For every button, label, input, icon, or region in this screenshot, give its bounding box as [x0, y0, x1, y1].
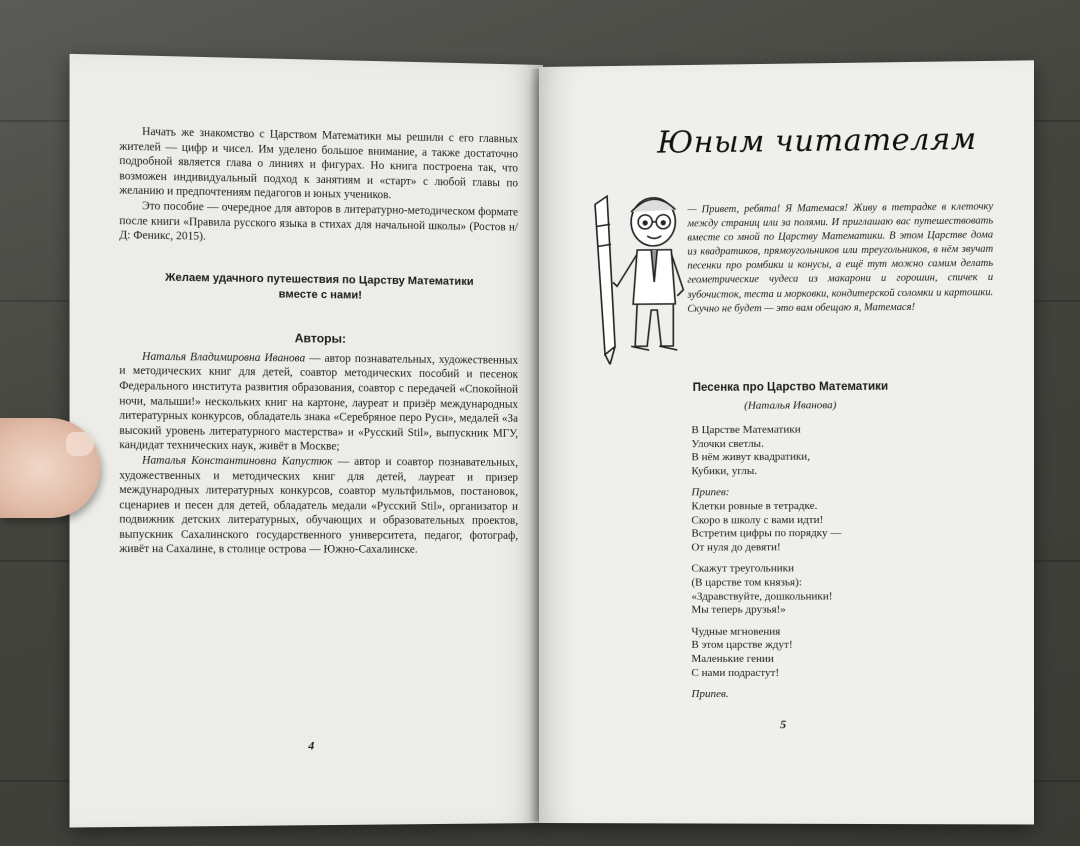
song-verses	[691, 423, 954, 710]
wish-text	[130, 270, 508, 305]
song-stanza	[691, 625, 954, 680]
thumb-nail	[66, 432, 94, 456]
song-line: «Здравствуйте, дошкольники!	[691, 589, 833, 603]
song-stanza	[691, 562, 954, 617]
intro-paragraph-1: Начать же знакомство с Царством Математики мы решили с его главных жителей — цифр и чисел. Им уделено большое внимание, а также достаточно подробной является глава о линиях и фигурах. Но книга построена так, что возможен индивидуальный подход к занятиям и «старт» с любой главы по желанию и предпочтениям педагогов и юных учеников.	[119, 125, 519, 202]
song-line: Скажут треугольники	[691, 562, 794, 575]
right-page	[539, 60, 1034, 824]
intro-text: — Привет, ребята! Я Матемася! Живу в тетрадке в клеточку между страниц или за полями. И приглашаю вас путешествовать вместе со мной по Царству Математики. В этом Царстве дома из квадратиков, прямоугольников или треугольников, в нём звучат песенки про ромбики и конусы, а ещё тут можно самим делать геометрические чудеса из макарони и горошин, спичек и зубочисток, теста и морковки, кондитерской соломки и картошки. Скучно не будет — это вам обещаю я, Матемася!	[687, 201, 994, 315]
song-stanza	[691, 423, 954, 479]
page-number-right: 5	[780, 717, 787, 732]
wish-line-1: Желаем удачного путешествия по Царству Математики	[165, 271, 474, 288]
song-line: От нуля до девяти!	[691, 540, 781, 554]
author-1	[119, 349, 518, 456]
song-author: (Наталья Иванова)	[744, 399, 837, 412]
song-line: Мы теперь друзья!»	[691, 603, 786, 616]
open-book	[68, 55, 1034, 835]
page-title-text: Юным читателям	[657, 121, 977, 161]
song-line: Улочки светлы.	[691, 437, 764, 450]
author-2-name: Наталья Константиновна Капустюк	[142, 454, 333, 468]
author-1-bio: — автор познавательных, художественных и методических книг для детей, соавтор методических пособий и песенок Федерального института развития образования, соавтор с передачей «Спокойной ночи, малыши!» нескольких книг на картоне, лауреат и призёр международных литературных конкурсов, обладатель знака «Серебряное перо Руси», медалей «За высокий уровень литературного мастерства» и «Русский Stil», выпускник МГУ, кандидат технических наук, живёт в Москве;	[119, 352, 519, 453]
page-title	[657, 122, 976, 161]
author-1-name: Наталья Владимировна Иванова	[142, 350, 306, 365]
song-line: В Царстве Математики	[691, 423, 801, 437]
wish-line-2: вместе с нами!	[278, 288, 362, 302]
song-line: В этом царстве ждут!	[691, 639, 793, 652]
intro-paragraph-2: Это пособие — очередное для авторов в литературно-методическом формате после книги «Правила русского языка в стихах для начальной школы» (Ростов н/Д: Феникс, 2015).	[119, 200, 519, 243]
left-page	[70, 54, 543, 828]
song-line: Припев.	[691, 688, 729, 701]
song-line: Чудные мгновения	[691, 625, 781, 638]
song-line: В нём живут квадратики,	[691, 450, 811, 464]
song-line: Кубики, углы.	[691, 464, 758, 478]
song-line: Клетки ровные в тетрадке.	[691, 499, 818, 513]
song-line: Скоро в школу с вами идти!	[691, 513, 824, 527]
song-line: Встретим цифры по порядку —	[691, 527, 842, 540]
left-page-content	[119, 124, 518, 558]
author-2	[119, 453, 518, 558]
song-line: Маленькие гении	[691, 652, 774, 665]
matemasya-illustration	[579, 185, 697, 364]
song-stanza	[691, 688, 954, 702]
authors-heading: Авторы:	[294, 330, 347, 346]
author-2-bio: — автор и соавтор познавательных, художественных и методических книг для детей, лауреат и призер международных литературных конкурсов, соавтор мультфильмов, постановок, сценариев и песен для детей, обладатель медали «Русский Stil», организатор и подвижник детских литературных, обучающих и образовательных проектов, выпускник Сахалинского государственного университета, педагог, фотограф, живёт на Сахалине, в столице острова — Южно-Сахалинске.	[119, 455, 519, 557]
song-line: Припев:	[691, 486, 730, 499]
song-line: (В царстве том князья):	[691, 576, 802, 589]
song-title: Песенка про Царство Математики	[692, 380, 889, 395]
song-line: С нами подрастут!	[691, 666, 780, 679]
song-stanza	[691, 486, 954, 555]
page-number-left: 4	[308, 738, 315, 753]
